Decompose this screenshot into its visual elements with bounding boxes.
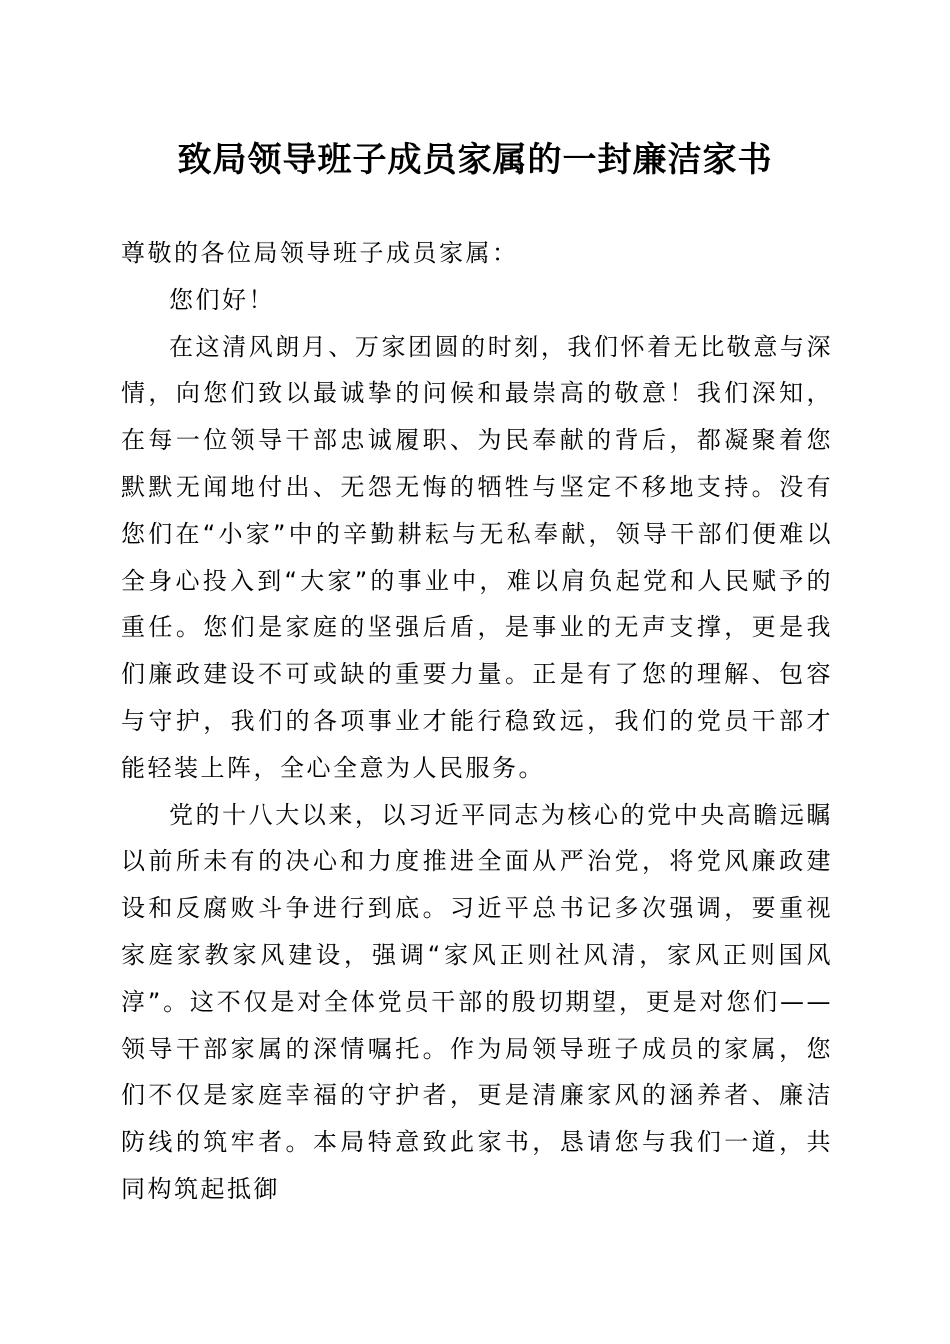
document-title: 致局领导班子成员家属的一封廉洁家书 (177, 140, 773, 180)
paragraph-1: 在这清风朗月、万家团圆的时刻，我们怀着无比敬意与深情，向您们致以最诚挚的问候和最崇高的敬意！我们深知，在每一位领导干部忠诚履职、为民奉献的背后，都凝聚着您默默无闻地付出、无怨无悔的牺牲与坚定不移地支持。没有您们在“小家”中的辛勤耕耘与无私奉献，领导干部们便难以全身心投入到“大家”的事业中，难以肩负起党和人民赋予的重任。您们是家庭的坚强后盾，是事业的无声支撑，更是我们廉政建设不可或缺的重要力量。正是有了您的理解、包容与守护，我们的各项事业才能行稳致远，我们的党员干部才能轻装上阵，全心全意为人民服务。 (121, 332, 833, 782)
document-body (121, 230, 833, 1213)
salutation: 尊敬的各位局领导班子成员家属： (121, 239, 519, 267)
greeting: 您们好！ (169, 285, 275, 314)
paragraph-2: 党的十八大以来，以习近平同志为核心的党中央高瞻远瞩以前所未有的决心和力度推进全面从严治党，将党风廉政建设和反腐败斗争进行到底。习近平总书记多次强调，要重视家庭家教家风建设，强调“家风正则社风清，家风正则国风淳”。这不仅是对全体党员干部的殷切期望，更是对您们——领导干部家属的深情嘱托。作为局领导班子成员的家属，您们不仅是家庭幸福的守护者，更是清廉家风的涵养者、廉洁防线的筑牢者。本局特意致此家书，恳请您与我们一道，共同构筑起抵御 (121, 800, 833, 1203)
